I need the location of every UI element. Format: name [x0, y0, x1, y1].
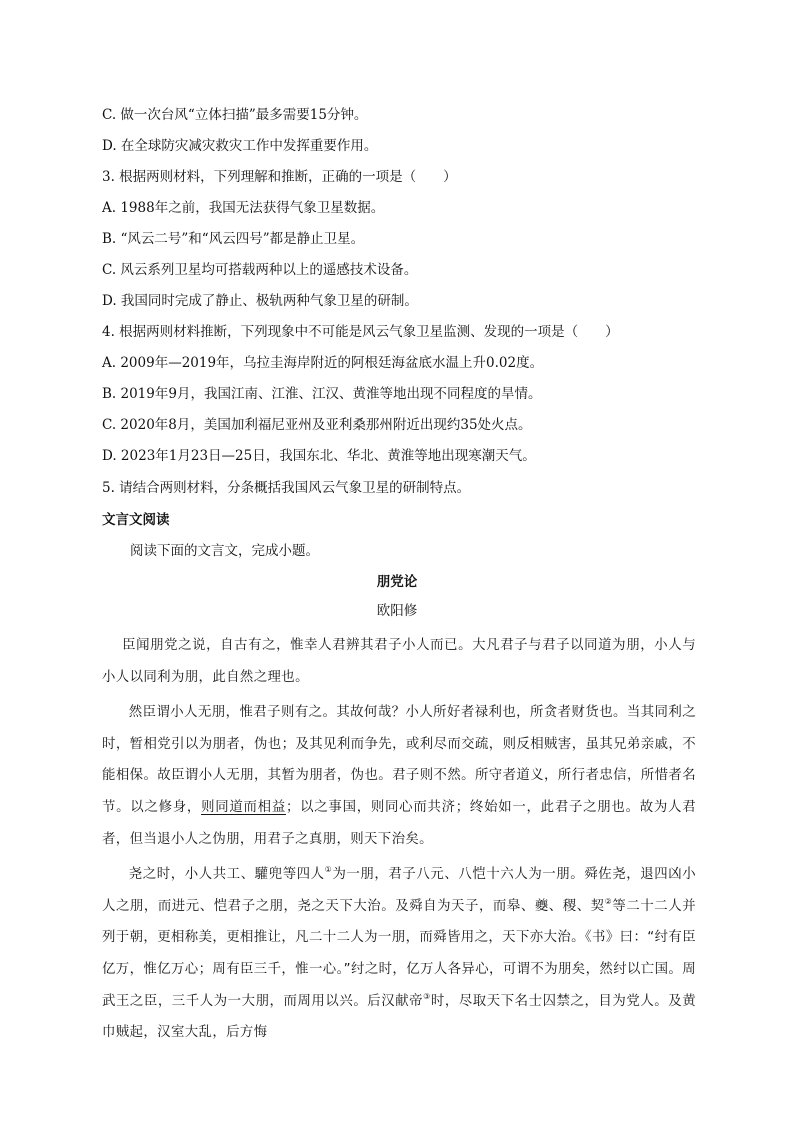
- q5-stem: 5. 请结合两则材料，分条概括我国风云气象卫星的研制特点。: [102, 480, 471, 496]
- footnote-marker-1: ①: [324, 865, 333, 875]
- essay-paragraph-2-text-b: ；以之事国，则同心而共济；终始如一，此君子之朋也。故为人君者，但当退小人之伪朋，用君子之真朋，则天下治矣。: [102, 799, 696, 847]
- q3-option-c: C. 风云系列卫星均可搭载两种以上的遥感技术设备。: [102, 262, 418, 278]
- q4-stem: 4. 根据两则材料推断，下列现象中不可能是风云气象卫星监测、发现的一项是（ ）: [102, 324, 619, 340]
- q3-option-b: B. “风云二号”和“风云四号”都是静止卫星。: [102, 231, 365, 247]
- underlined-phrase: 则同道而相益: [201, 799, 286, 815]
- essay-author: 欧阳修: [376, 603, 418, 619]
- essay-paragraph-3-text-b: 为一朋，君子八元、八恺十六人为一朋。舜佐尧，退四凶小人之朋，而进元、恺君子之朋，尧之天下大治。及舜自为天子，而皋、夔、稷、契: [102, 867, 696, 914]
- q4-option-c: C. 2020年8月，美国加利福尼亚州及亚利桑那州附近出现约35处火点。: [102, 417, 532, 433]
- essay-title: 朋党论: [376, 574, 418, 590]
- footnote-marker-3: ③: [423, 991, 431, 1001]
- essay-paragraph-3: [102, 859, 696, 1049]
- q3-option-d: D. 我国同时完成了静止、极轨两种气象卫星的研制。: [102, 293, 418, 309]
- essay-paragraph-3-text-d: 时，尽取天下名士囚禁之，目为党人。及黄巾贼起，汉室大乱，后方悔: [102, 993, 696, 1041]
- q2-option-c: C. 做一次台风“立体扫描”最多需要15分钟。: [102, 107, 368, 123]
- q3-stem: 3. 根据两则材料，下列理解和推断，正确的一项是（ ）: [102, 169, 457, 185]
- essay-paragraph-2: [102, 697, 696, 855]
- q4-option-d: D. 2023年1月23日—25日，我国东北、华北、黄淮等地出现寒潮天气。: [102, 448, 536, 464]
- essay-paragraph-3-text-a: 尧之时，小人共工、驩兜等四人: [128, 867, 325, 883]
- essay-paragraph-1: 臣闻朋党之说，自古有之，惟幸人君辨其君子小人而已。大凡君子与君子以同道为朋，小人与小人以同利为朋，此自然之理也。: [102, 638, 696, 685]
- q3-option-a: A. 1988年之前，我国无法获得气象卫星数据。: [102, 200, 385, 216]
- q4-option-a: A. 2009年—2019年，乌拉圭海岸附近的阿根廷海盆底水温上升0.02度。: [102, 355, 544, 371]
- q2-option-d: D. 在全球防灾减灾救灾工作中发挥重要作用。: [102, 138, 378, 154]
- essay-paragraph-3-text-c: 等二十二人并列于朝，更相称美，更相推让，凡二十二人为一朋，而舜皆用之，天下亦大治。《书》曰：“纣有臣亿万，惟亿万心；周有臣三千，惟一心。”纣之时，亿万人各异心，可谓不为朋矣，然纣以亡国。周武王之臣，三千人为一大朋，而周用以兴。后汉献帝: [102, 898, 696, 1009]
- essay-body: [102, 630, 696, 1049]
- essay-paragraph-2-text-a: 然臣谓小人无朋，惟君子则有之。其故何哉？小人所好者禄利也，所贪者财货也。当其同利之时，暂相党引以为朋者，伪也；及其见利而争先，或利尽而交疏，则反相贼害，虽其兄弟亲戚，不能相保。故臣谓小人无朋，其暂为朋者，伪也。君子则不然。所守者道义，所行者忠信，所惜者名节。以之修身，: [102, 705, 696, 815]
- section-instruction: 阅读下面的文言文，完成小题。: [130, 543, 319, 559]
- footnote-marker-2: ②: [604, 896, 613, 906]
- section-heading: 文言文阅读: [102, 512, 170, 528]
- q4-option-b: B. 2019年9月，我国江南、江淮、江汉、黄淮等地出现不同程度的旱情。: [102, 386, 542, 402]
